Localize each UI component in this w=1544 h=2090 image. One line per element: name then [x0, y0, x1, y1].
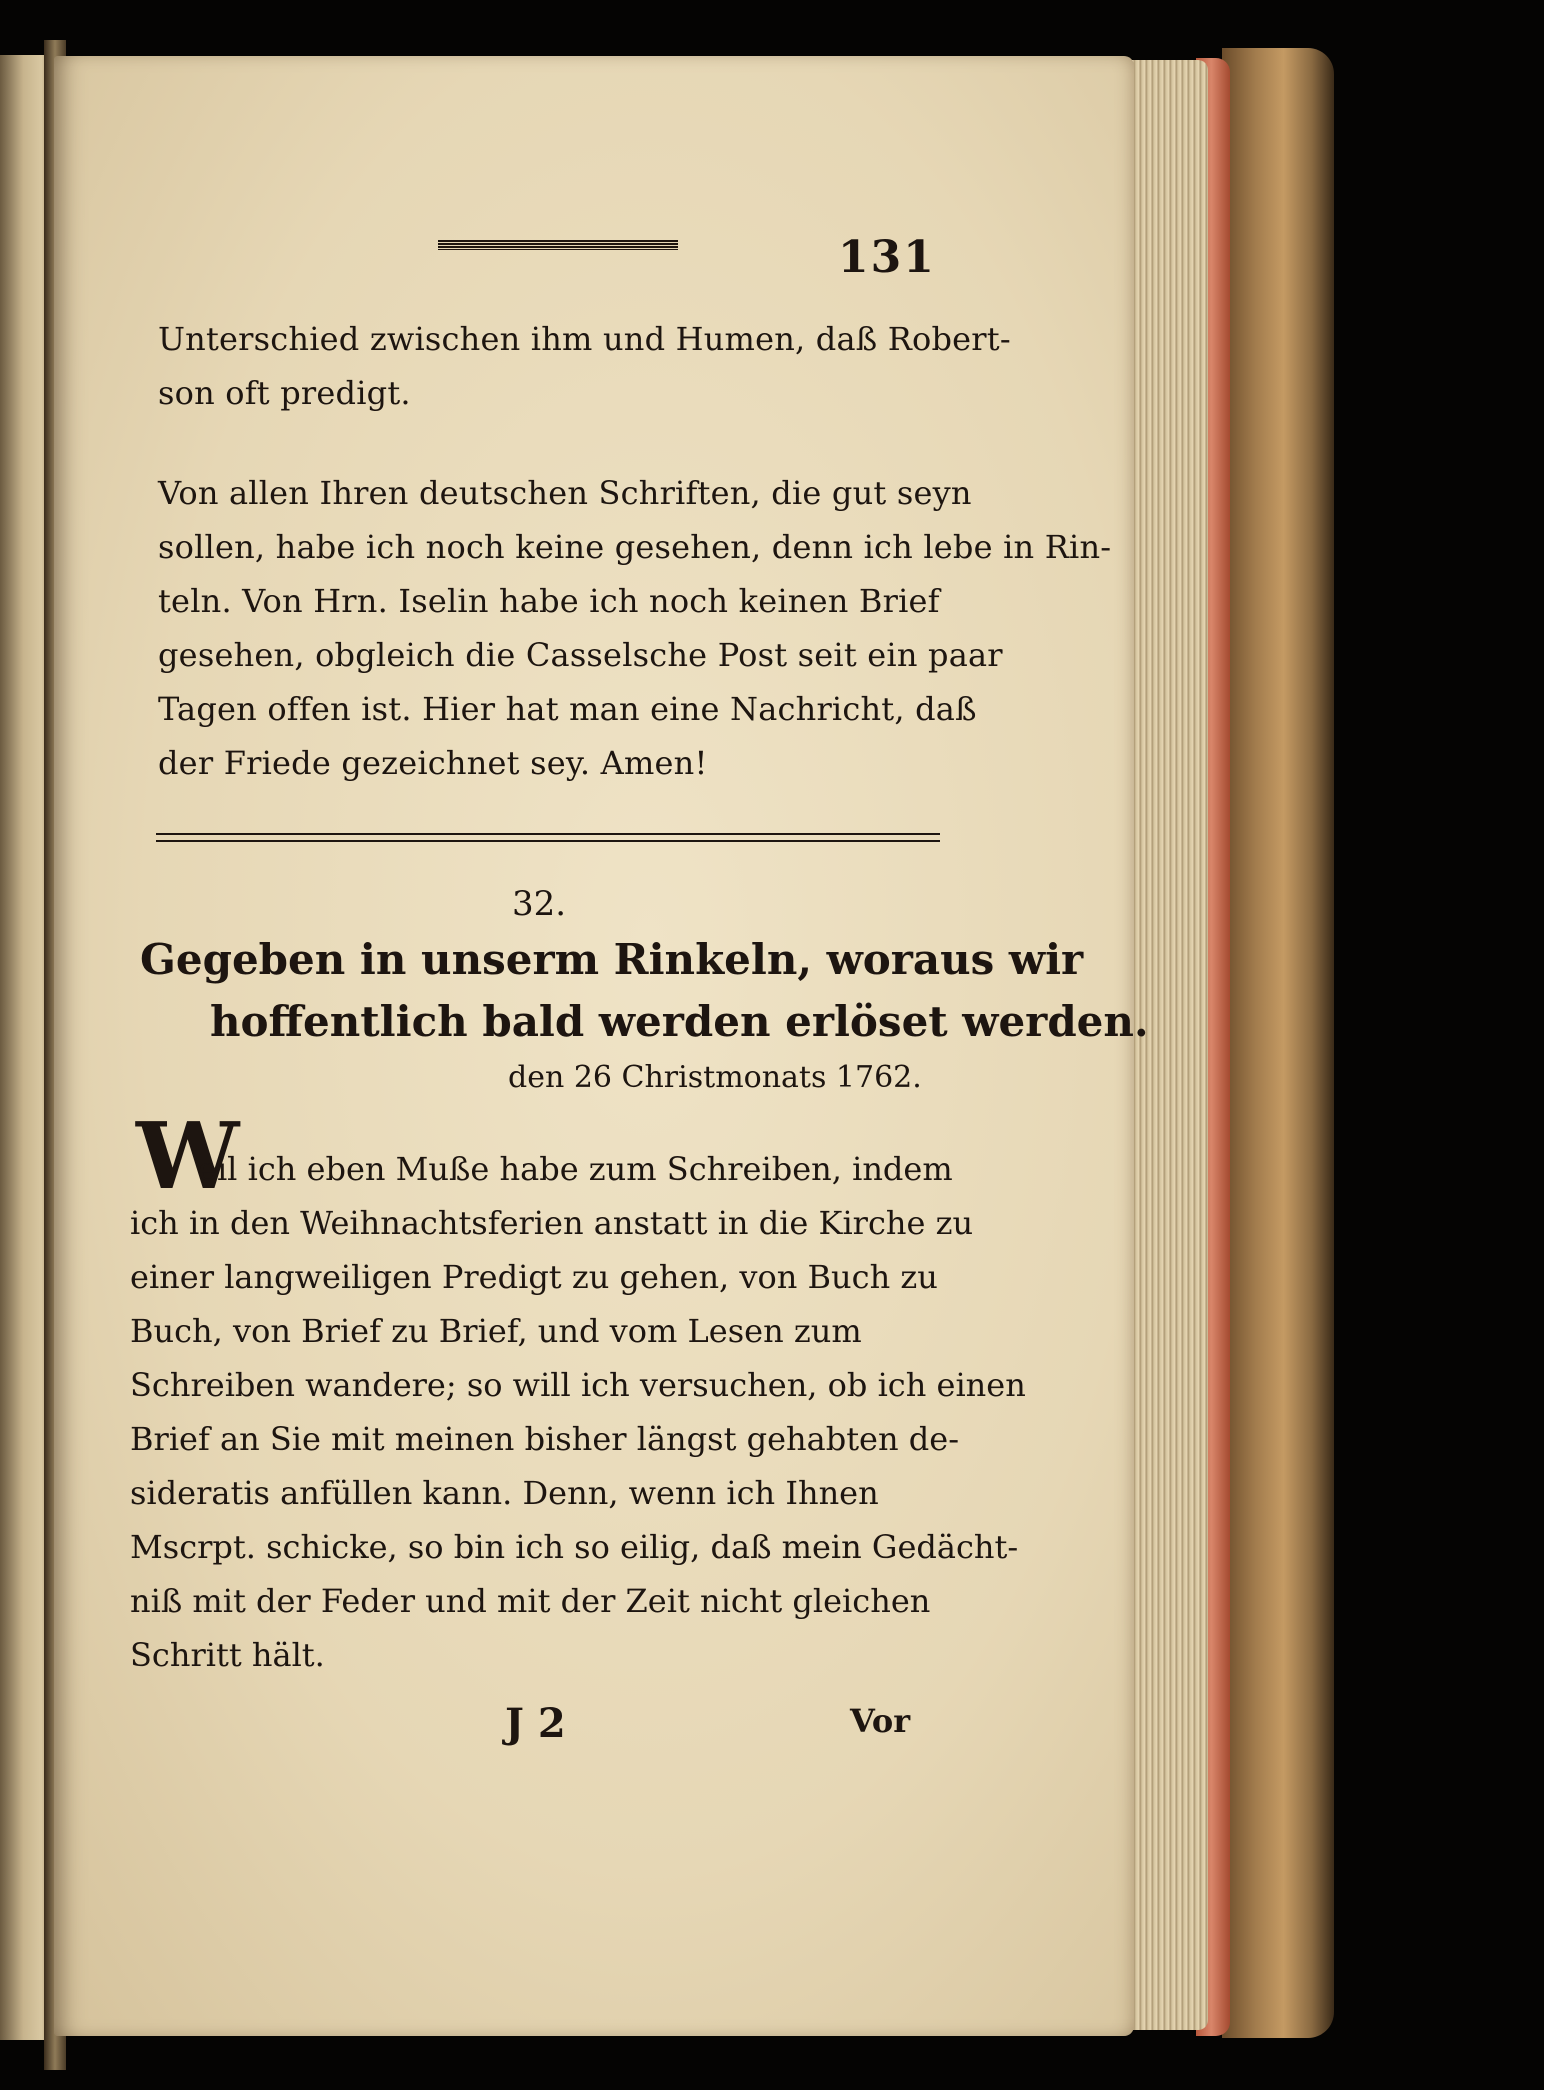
text-line: Schritt hält. — [130, 1636, 325, 1674]
paragraph-2 — [158, 466, 1111, 790]
text-line: Von allen Ihren deutschen Schriften, die gut seyn — [158, 474, 972, 512]
letter-heading-line-2: hoffentlich bald werden erlöset werden. — [210, 997, 1149, 1046]
text-line: sollen, habe ich noch keine gesehen, denn ich lebe in Rin- — [158, 528, 1112, 566]
text-line: Tagen offen ist. Hier hat man eine Nachricht, daß — [158, 690, 977, 728]
catchword: Vor — [850, 1702, 911, 1740]
text-line: ich in den Weihnachtsferien anstatt in die Kirche zu — [130, 1204, 974, 1242]
text-line: Mscrpt. schicke, so bin ich so eilig, daß mein Gedächt- — [130, 1528, 1019, 1566]
text-line: son oft predigt. — [158, 374, 411, 412]
header-rule — [438, 240, 678, 250]
text-line: einer langweiligen Predigt zu gehen, von Buch zu — [130, 1258, 938, 1296]
text-line: Buch, von Brief zu Brief, und vom Lesen zum — [130, 1312, 862, 1350]
book-cover-edge — [1222, 48, 1334, 2038]
text-line: Brief an Sie mit meinen bisher längst gehabten de- — [130, 1420, 959, 1458]
letter-body — [130, 1196, 1026, 1682]
section-divider — [156, 833, 940, 842]
drop-cap: W — [136, 1102, 240, 1210]
text-line: Schreiben wandere; so will ich versuchen, ob ich einen — [130, 1366, 1026, 1404]
text-line: gesehen, obgleich die Casselsche Post seit ein paar — [158, 636, 1003, 674]
text-line: sideratis anfüllen kann. Denn, wenn ich Ihnen — [130, 1474, 879, 1512]
text-line: teln. Von Hrn. Iselin habe ich noch keinen Brief — [158, 582, 940, 620]
letter-number: 32. — [512, 884, 567, 924]
paragraph-1 — [158, 312, 1011, 420]
text-line: Unterschied zwischen ihm und Humen, daß Robert- — [158, 320, 1011, 358]
signature-mark: J 2 — [505, 1700, 566, 1747]
letter-dateline: den 26 Christmonats 1762. — [508, 1060, 922, 1095]
letter-first-line: eil ich eben Muße habe zum Schreiben, indem — [198, 1150, 953, 1188]
text-line: der Friede gezeichnet sey. Amen! — [158, 744, 708, 782]
page-number: 131 — [838, 232, 936, 283]
text-line: niß mit der Feder und mit der Zeit nicht gleichen — [130, 1582, 931, 1620]
letter-heading-line-1: Gegeben in unserm Rinkeln, woraus wir — [140, 935, 1084, 984]
